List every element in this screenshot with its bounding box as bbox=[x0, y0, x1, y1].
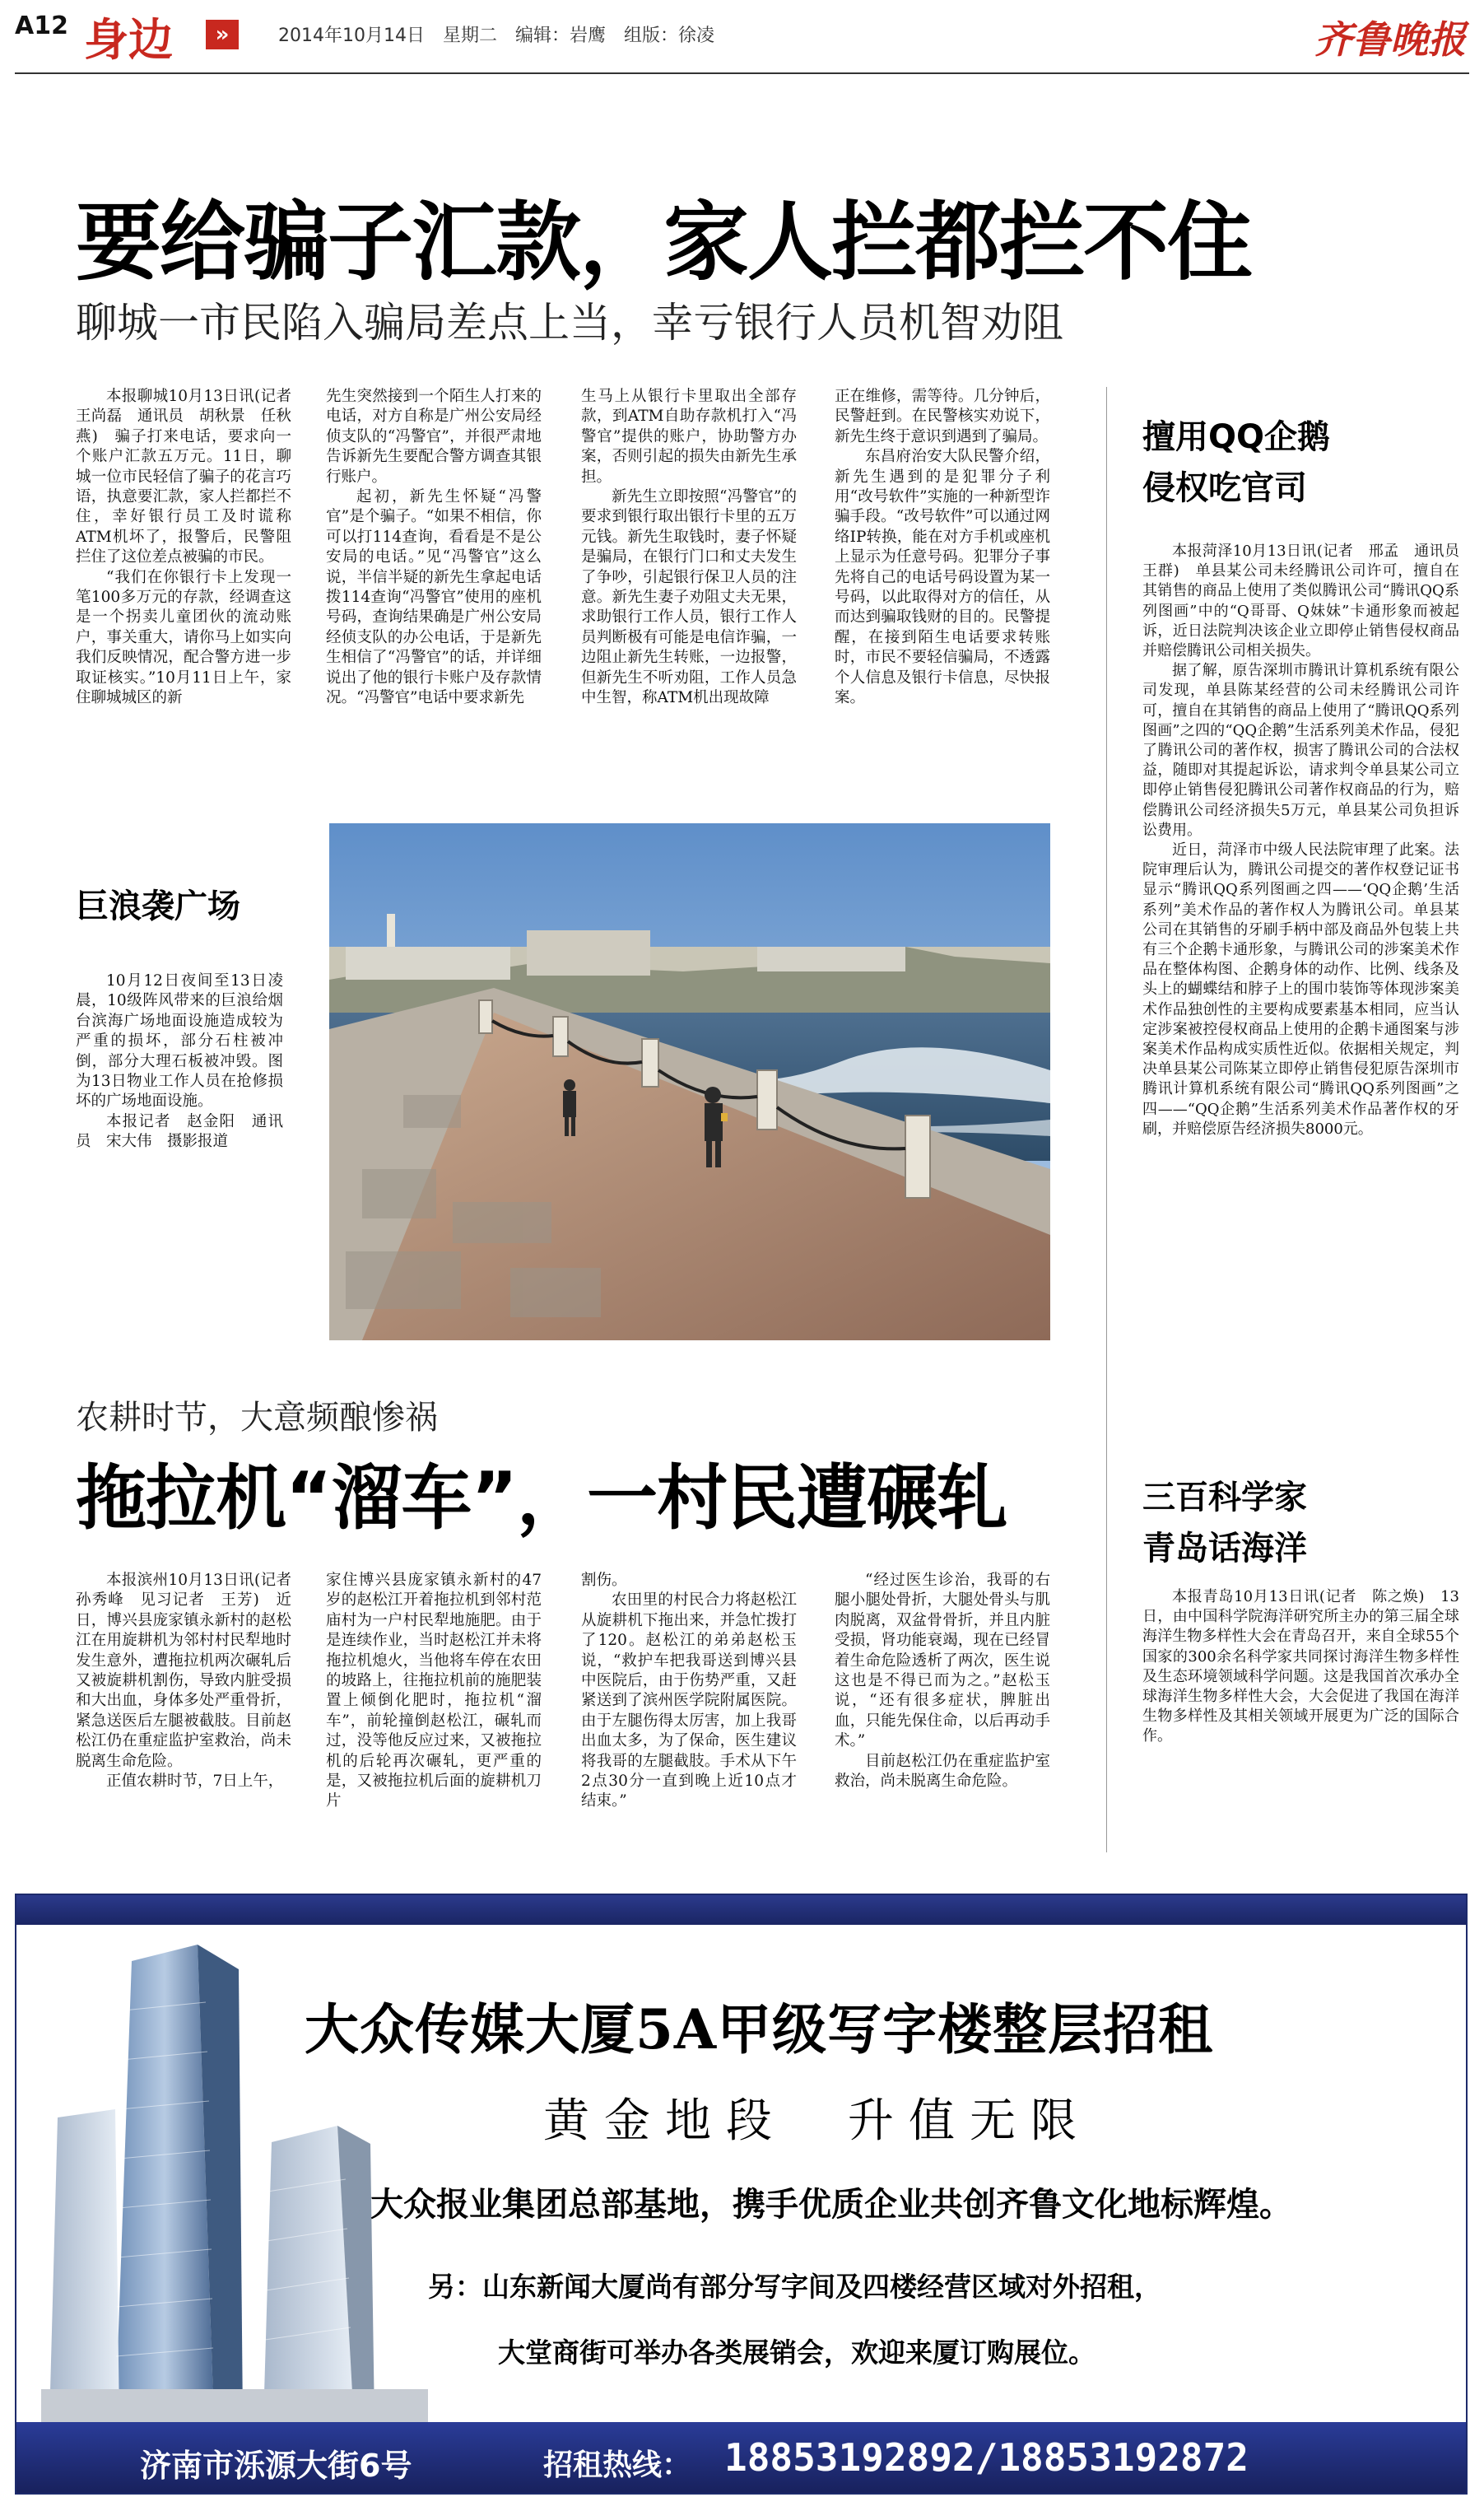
paragraph: 本报菏泽10月13日讯(记者 邢孟 通讯员 王群) 单县某公司未经腾讯公司许可，擅自在其销售的商品上使用了类似腾讯公司“腾讯QQ系列图画”中的“Q哥哥、Q妹妹”卡通形象而被起诉，近日法院判决该企业立即停止销售侵权商品并赔偿腾讯公司相关损失。 bbox=[1142, 543, 1474, 660]
photo-caption: 10月12日夜间至13日凌晨，10级阵风带来的巨浪给烟台滨海广场地面设施造成较为严重的损坏，部分石柱被冲倒，部分大理石板被冲毁。图为13日物业工作人员在抢修损坏的广场地面设施。 bbox=[76, 972, 283, 1111]
paragraph: 新先生立即按照“冯警官”的要求到银行取出银行卡里的五万元钱。新先生取钱时，妻子怀疑是骗局，在银行门口和丈夫发生了争吵，引起银行保卫人员的注意。新先生妻子劝阻丈夫无果，求助银行工作人员，银行工作人员判断极有可能是电信诈骗，一边阻止新先生转账，一边报警，但新先生不听劝阻，工作人员急中生智，称ATM机出现故障 bbox=[581, 488, 797, 707]
ad-note-line-1: 另：山东新闻大厦尚有部分写字间及四楼经营区域对外招租， bbox=[428, 2271, 1161, 2303]
story1-column-2 bbox=[326, 387, 542, 782]
paragraph: 农田里的村民合力将赵松江从旋耕机下拖出来，并急忙拨打了120。赵松江的弟弟赵松玉说，“救护车把我哥送到博兴县中医院后，由于伤势严重，又赶紧送到了滨州医学院附属医院。由于左腿伤得太厉害，加上我哥出血太多，为了保命，医生建议将我哥的左腿截肢。手术从下午2点30分一直到晚上近10点才结束。” bbox=[581, 1591, 797, 1810]
story1-column-3 bbox=[581, 387, 797, 782]
paragraph: 起初，新先生怀疑“冯警官”是个骗子。“如果不相信，你可以打114查询，看看是不是公安局的电话。”见“冯警官”这么说，半信半疑的新先生拿起电话拨114查询“冯警官”使用的座机号码，查询结果确是广州公安局经侦支队的办公电话，于是新先生相信了“冯警官”的话，并详细说出了他的银行卡账户及存款情况。“冯警官”电话中要求新先 bbox=[326, 488, 542, 707]
masthead-logo: 齐鲁晚报 bbox=[1314, 17, 1466, 62]
story5-column-4 bbox=[835, 1571, 1050, 1851]
ad-address: 济南市泺源大街6号 bbox=[140, 2448, 412, 2484]
story3-headline: 巨浪袭广场 bbox=[76, 887, 240, 925]
paragraph: 东昌府治安大队民警介绍，新先生遇到的是犯罪分子利用“改号软件”实施的一种新型诈骗手段。“改号软件”可以通过网络IP转换，能在对方手机或座机上显示为任意号码。犯罪分子事先将自己的电话号码设置为某一号码，以此取得对方的信任，从而达到骗取钱财的目的。民警提醒，在接到陌生电话要求转账时，市民不要轻信骗局，不透露个人信息及银行卡信息，尽快报案。 bbox=[835, 448, 1050, 707]
paragraph: 本报青岛10月13日讯(记者 陈之焕) 13日，由中国科学院海洋研究所主办的第三届全球海洋生物多样性大会在青岛召开，来自全球55个国家的300余名科学家共同探讨海洋生物多样性及生态环境领域科学问题。这是我国首次承办全球海洋生物多样性大会，大会促进了我国在海洋生物多样性及其相关领域开展更为广泛的国际合作。 bbox=[1142, 1588, 1459, 1745]
story4-headline-line-2: 青岛话海洋 bbox=[1142, 1530, 1307, 1568]
paragraph: 先生突然接到一个陌生人打来的电话，对方自称是广州公安局经侦支队的“冯警官”，并很严肃地告诉新先生要配合警方调查其银行账户。 bbox=[326, 388, 542, 486]
ad-headline: 大众传媒大厦5A甲级写字楼整层招租 bbox=[305, 1997, 1214, 2061]
header-rule bbox=[15, 72, 1469, 74]
story5-kicker: 农耕时节，大意频酿惨祸 bbox=[76, 1399, 438, 1437]
section-title: 身边 bbox=[84, 14, 173, 66]
story2-body bbox=[1142, 542, 1474, 1431]
ad-note-line-2: 大堂商街可举办各类展销会，欢迎来厦订购展位。 bbox=[498, 2336, 1096, 2369]
paragraph: “我们在你银行卡上发现一笔100多万元的存款，经调查这是一个拐卖儿童团伙的流动账户，事关重大，请你马上如实向我们反映情况，配合警方进一步取证核实。”10月11日上午，家住聊城城区的新 bbox=[76, 568, 291, 707]
story1-headline: 要给骗子汇款，家人拦都拦不住 bbox=[76, 192, 1252, 292]
paragraph: 正值农耕时节，7日上午， bbox=[106, 1773, 284, 1791]
paragraph: 据了解，原告深圳市腾讯计算机系统有限公司发现，单县陈某经营的公司未经腾讯公司许可，擅自在其销售的商品上使用了“腾讯QQ系列图画”之四的“QQ企鹅”生活系列美术作品，侵犯了腾讯公司的著作权，损害了腾讯公司的合法权益，随即对其提起诉讼，请求判令单县某公司立即停止销售侵犯腾讯公司著作权商品的行为，赔偿腾讯公司经济损失5万元，单县某公司负担诉讼费用。 bbox=[1142, 662, 1459, 839]
story2-headline-line-1: 擅用QQ企鹅 bbox=[1142, 418, 1331, 456]
paragraph: 生马上从银行卡里取出全部存款，到ATM自助存款机打入“冯警官”提供的账户，协助警方办案，否则引起的损失由新先生承担。 bbox=[581, 388, 797, 486]
story1-column-1 bbox=[76, 387, 307, 782]
story1-subhead: 聊城一市民陷入骗局差点上当，幸亏银行人员机智劝阻 bbox=[76, 299, 1063, 347]
story4-headline bbox=[1142, 1472, 1455, 1574]
story3-caption-block bbox=[76, 971, 283, 1202]
paragraph: 目前赵松江仍在重症监护室救治，尚未脱离生命危险。 bbox=[835, 1752, 1050, 1791]
ad-slogan: 黄金地段 升值无限 bbox=[543, 2094, 1091, 2148]
page-number: A12 bbox=[15, 12, 68, 40]
paragraph: “经过医生诊治，我哥的右腿小腿处骨折，大腿处骨头与肌肉脱离，双盆骨骨折，并且内脏受损，肾功能衰竭，现在已经冒着生命危险透析了两次，医生说这也是不得已而为之。”赵松玉说，“还有很多症状，脾脏出血，只能先保住命，以后再动手术。” bbox=[835, 1572, 1050, 1750]
ad-tagline: 大众报业集团总部基地，携手优质企业共创齐鲁文化地标辉煌。 bbox=[370, 2186, 1292, 2224]
paragraph: 本报聊城10月13日讯(记者 王尚磊 通讯员 胡秋景 任秋燕) 骗子打来电话，要求向一个账户汇款五万元。11日，聊城一位市民轻信了骗子的花言巧语，执意要汇款，家人拦都拦不住，幸好银行员工及时谎称ATM机坏了，报警后，民警阻拦住了这位差点被骗的市民。 bbox=[76, 388, 307, 566]
column-divider bbox=[1106, 387, 1107, 1852]
story2-headline bbox=[1142, 412, 1455, 514]
section-arrows-icon: » bbox=[206, 20, 239, 49]
story5-column-1 bbox=[76, 1571, 307, 1851]
photo-credit: 本报记者 赵金阳 通讯员 宋大伟 摄影报道 bbox=[76, 1112, 283, 1151]
story5-column-2 bbox=[326, 1571, 542, 1851]
story2-headline-line-2: 侵权吃官司 bbox=[1142, 469, 1307, 507]
story4-headline-line-1: 三百科学家 bbox=[1142, 1479, 1307, 1516]
story5-column-3 bbox=[581, 1571, 797, 1851]
paragraph: 本报滨州10月13日讯(记者 孙秀峰 见习记者 王芳) 近日，博兴县庞家镇永新村的赵松江在用旋耕机为邻村村民犁地时发生意外，遭拖拉机两次碾轧后又被旋耕机割伤，导致内脏受损和大出血，身体多处严重骨折，紧急送医后左腿被截肢。目前赵松江仍在重症监护室救治，尚未脱离生命危险。 bbox=[76, 1572, 307, 1770]
advertisement bbox=[15, 1894, 1468, 2495]
story4-body bbox=[1142, 1587, 1459, 1842]
paragraph: 正在维修，需等待。几分钟后，民警赶到。在民警核实劝说下，新先生终于意识到遇到了骗局。 bbox=[835, 388, 1050, 445]
ad-top-bar bbox=[16, 1895, 1466, 1925]
ad-hotline-label: 招租热线： bbox=[543, 2448, 692, 2482]
seafront-photo bbox=[329, 823, 1050, 1340]
paragraph: 割伤。 bbox=[581, 1572, 627, 1589]
paragraph: 近日，菏泽市中级人民法院审理了此案。法院审理后认为，腾讯公司提交的著作权登记证书显示“腾讯QQ系列图画之四——‘QQ企鹅’生活系列”美术作品的著作权人为腾讯公司。单县某公司在其销售的牙刷手柄中部及商品外包装上共有三个企鹅卡通形象，与腾讯公司的涉案美术作品在整体构图、企鹅身体的动作、比例、线条及头上的蝴蝶结和脖子上的围巾装饰等体现涉案美术作品独创性的主要构成要素基本相同，应当认定涉案被控侵权商品上使用的企鹅卡通图案与涉案美术作品构成实质性近似。依据相关规定，判决单县某公司陈某立即停止销售侵犯原告深圳市腾讯计算机系统有限公司“腾讯QQ系列图画”之四——“QQ企鹅”生活系列美术作品著作权的牙刷，并赔偿原告经济损失8000元。 bbox=[1142, 841, 1459, 1138]
ad-hotline-number: 18853192892/18853192872 bbox=[724, 2435, 1249, 2480]
dateline: 2014年10月14日 星期二 编辑：岩鹰 组版：徐凌 bbox=[278, 26, 714, 46]
story5-headline: 拖拉机“溜车”，一村民遭碾轧 bbox=[76, 1457, 1007, 1540]
paragraph: 家住博兴县庞家镇永新村的47岁的赵松江开着拖拉机到邻村范庙村为一户村民犁地施肥。由于是连续作业，当时赵松江并未将拖拉机熄火，当他将车停在农田的坡路上，往拖拉机前的施肥装置上倾倒化肥时，拖拉机“溜车”，前轮撞倒赵松江，碾轧而过，没等他反应过来，又被拖拉机的后轮再次碾轧，更严重的是，又被拖拉机后面的旋耕机刀片 bbox=[326, 1572, 542, 1810]
story1-column-4 bbox=[835, 387, 1050, 782]
